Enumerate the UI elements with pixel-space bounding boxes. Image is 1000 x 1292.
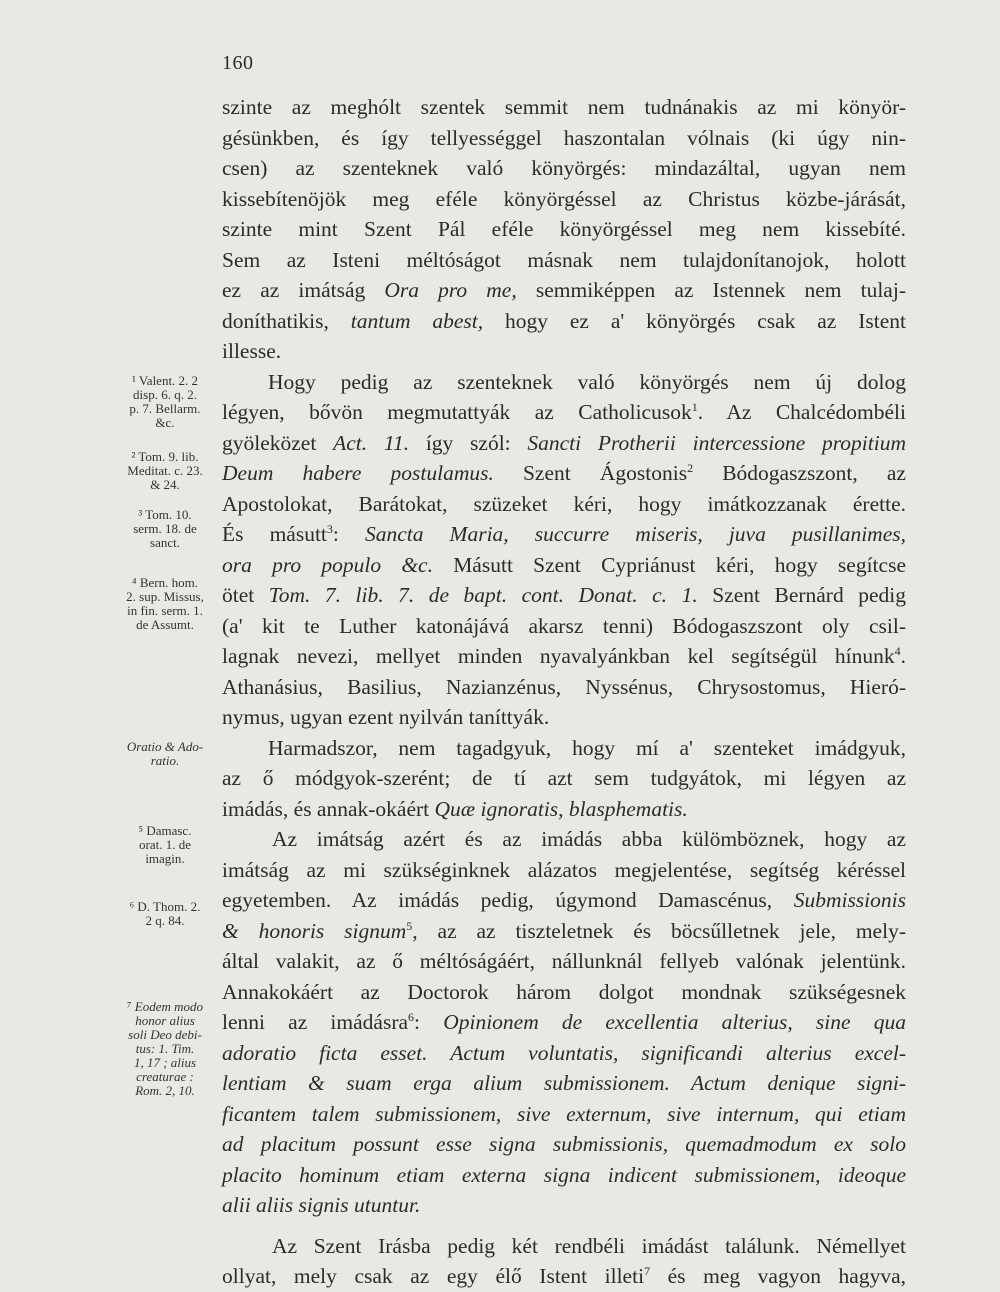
text-line: [222, 428, 906, 459]
margin-note-line: serm. 18. de: [133, 521, 197, 536]
text-line: [222, 641, 906, 672]
latin-quote: tantum abest,: [350, 308, 484, 333]
text-line: [222, 458, 906, 489]
margin-note: [108, 450, 222, 492]
line-text: csen) az szenteknek való könyörgés: mindazáltal, ugyan nem: [222, 156, 906, 180]
line-text: légyen, bővön megmutattyák az Catholicusok: [222, 400, 692, 424]
latin-quote: Deum habere postulamus.: [222, 461, 494, 485]
text-line: [222, 550, 906, 581]
text-line: [222, 1038, 906, 1069]
line-text: ötet: [222, 583, 269, 607]
text-line: [222, 397, 906, 428]
text-line: [222, 977, 906, 1008]
text-line: [222, 1068, 906, 1099]
line-text: kissebítenöjök meg eféle könyörgéssel az Christus közbe-járását,: [222, 186, 906, 211]
text-line: [222, 214, 906, 245]
text-line: [222, 184, 906, 215]
margin-note-line: ⁵ Damasc.: [138, 823, 192, 838]
margin-note: [108, 900, 222, 928]
margin-note-line: ¹ Valent. 2. 2: [131, 373, 199, 388]
line-text: Bódogaszszont, az: [693, 461, 906, 485]
line-text: imátság az mi szükséginknek alázatos megjelentése, segítség kéréssel: [222, 857, 906, 882]
text-line: [222, 153, 906, 184]
margin-note-line: ² Tom. 9. lib.: [131, 449, 199, 464]
text-line: [222, 336, 906, 367]
latin-quote: adoratio ficta esset. Actum voluntatis, significandi alterius excel-: [222, 1040, 906, 1065]
margin-note-line: soli Deo debi-: [128, 1027, 202, 1042]
line-text: és meg vagyon hagyva,: [650, 1264, 906, 1288]
latin-quote: ficantem talem submissionem, sive externum, sive internum, qui etiam: [222, 1101, 906, 1126]
margin-note-line: &c.: [155, 415, 175, 430]
line-text: imádás, és annak-okáért: [222, 796, 435, 821]
text-line: [222, 763, 906, 794]
line-text: által valakit, az ő méltóságáért, nállunknál fellyeb valónak jelentünk.: [222, 949, 906, 973]
latin-quote: Act. 11.: [333, 430, 410, 455]
footnote-ref: 4: [894, 644, 901, 658]
line-text: :: [414, 1010, 444, 1034]
text-line: [222, 275, 906, 306]
text-line: [222, 1160, 906, 1191]
page-number: 160: [222, 52, 254, 74]
line-text: . Az Chalcédombéli: [697, 400, 906, 424]
margin-note: [108, 824, 222, 866]
line-text: (a' kit te Luther katonájává akarsz tenni) Bódogaszszont oly csil-: [222, 613, 906, 638]
line-text: Másutt Szent Cypriánust kéri, hogy segítcse: [432, 552, 906, 577]
margin-note-line: orat. 1. de: [139, 837, 191, 852]
line-text: semmiképpen az Istennek nem tulaj-: [516, 278, 906, 302]
latin-quote: & honoris signum: [222, 918, 407, 943]
line-text: szinte az meghólt szentek semmit nem tudnánakis az mi könyör-: [222, 95, 906, 119]
latin-quote: ora pro populo &c.: [222, 552, 433, 577]
margin-note: [108, 740, 222, 768]
line-text: így szól:: [409, 430, 528, 455]
text-line: [222, 733, 906, 764]
body-text: [222, 92, 906, 1292]
margin-note-line: 1, 17 ; alius: [133, 1055, 197, 1070]
margin-note-line: 2. sup. Missus,: [126, 589, 204, 604]
text-line: [222, 885, 906, 916]
margin-note: [108, 508, 222, 550]
line-text: nymus, ugyan ezent nyilván taníttyák.: [222, 705, 550, 729]
footnote-ref: 1: [691, 400, 698, 414]
text-line: [222, 794, 906, 825]
text-line: [222, 1261, 906, 1292]
footnote-ref: 6: [408, 1010, 415, 1024]
line-text: Az Szent Irásba pedig két rendbéli imádást találunk. Némellyet: [272, 1233, 906, 1258]
latin-quote: Sancti Protherii intercessione propitium: [527, 430, 906, 455]
margin-note-line: tus: 1. Tim.: [135, 1041, 195, 1056]
margin-note-line: ⁴ Bern. hom.: [132, 575, 198, 590]
text-line: [222, 855, 906, 886]
margin-note-line: & 24.: [150, 477, 180, 492]
margin-note-line: 2 q. 84.: [145, 913, 185, 928]
latin-quote: alii aliis signis utuntur.: [222, 1193, 421, 1217]
margin-note-line: imagin.: [145, 851, 185, 866]
latin-quote: ad placitum possunt esse signa submissionis, quemadmodum ex solo: [222, 1132, 906, 1156]
footnote-ref: 2: [687, 461, 694, 475]
line-text: ollyat, mely csak az egy élő Istent illeti: [222, 1264, 645, 1288]
footnote-ref: 5: [406, 918, 413, 933]
line-text: Szent Ágostonis: [493, 461, 688, 485]
text-line: [222, 824, 906, 855]
text-line: [222, 245, 906, 276]
latin-quote: placito hominum etiam externa signa indicent submissionem, ideoque: [222, 1162, 906, 1187]
margin-note-line: ⁶ D. Thom. 2.: [129, 899, 201, 914]
latin-quote: Sancta Maria, succurre miseris, juva pusillanimes,: [364, 522, 906, 546]
line-text: És másutt: [222, 522, 327, 546]
line-text: Apostolokat, Barátokat, szüzeket kéri, hogy imátkozzanak érette.: [222, 491, 906, 516]
margin-note-line: ratio.: [150, 753, 180, 768]
text-line: [222, 580, 906, 611]
line-text: :: [332, 522, 365, 546]
text-line: [222, 1231, 906, 1262]
line-text: illesse.: [222, 339, 282, 363]
footnote-ref: 7: [644, 1264, 651, 1278]
line-text: .: [900, 644, 906, 668]
text-line: [222, 611, 906, 642]
latin-quote: lentiam & suam erga alium submissionem. Actum denique signi-: [222, 1071, 906, 1095]
text-line: [222, 946, 906, 977]
line-text: , az az tiszteletnek és böcsűlletnek jele, mely-: [412, 918, 906, 943]
margin-note-line: ⁷ Eodem modo: [126, 999, 203, 1014]
margin-note: [108, 1000, 222, 1098]
text-line: [222, 489, 906, 520]
footnote-ref: 3: [326, 522, 333, 536]
margin-note-line: in fin. serm. 1.: [127, 603, 203, 618]
margin-note: [108, 374, 222, 430]
margin-note-line: disp. 6. q. 2.: [133, 387, 197, 402]
line-text: ez az imátság: [222, 278, 385, 302]
text-line: [222, 1007, 906, 1038]
text-line: [222, 672, 906, 703]
line-text: egyetemben. Az imádás pedig, úgymond Damascénus,: [222, 888, 794, 912]
margin-note-line: de Assumt.: [136, 617, 194, 632]
text-line: [222, 1099, 906, 1130]
margin-note-line: sanct.: [150, 535, 180, 550]
line-text: gésünkben, és így tellyességgel haszontalan vólnais (ki úgy nin-: [222, 125, 906, 150]
text-line: [222, 1129, 906, 1160]
text-line: [222, 123, 906, 154]
latin-quote: Submissionis: [793, 888, 906, 912]
line-text: Sem az Isteni méltóságot másnak nem tulajdonítanojok, holott: [222, 247, 906, 272]
margin-note-line: ³ Tom. 10.: [138, 507, 192, 522]
line-text: Hogy pedig az szenteknek való könyörgés nem új dolog: [268, 369, 906, 394]
text-line: [222, 519, 906, 550]
margin-note-line: creaturae :: [136, 1069, 194, 1084]
latin-quote: Opinionem de excellentia alterius, sine qua: [443, 1010, 906, 1034]
text-line: [222, 1190, 906, 1221]
text-line: [222, 702, 906, 733]
margin-note-line: p. 7. Bellarm.: [129, 401, 201, 416]
latin-quote: Tom. 7. lib. 7. de bapt. cont. Donat. c. 1.: [268, 583, 698, 607]
margin-note-line: Meditat. c. 23.: [127, 463, 203, 478]
latin-quote: Ora pro me,: [384, 278, 517, 302]
line-text: Annakokáért az Doctorok három dolgot mondnak szükségesnek: [222, 979, 906, 1004]
line-text: szinte mint Szent Pál eféle könyörgéssel meg nem kissebíté.: [222, 217, 906, 241]
margin-note: [108, 576, 222, 632]
line-text: Harmadszor, nem tagadgyuk, hogy mí a' szenteket imádgyuk,: [268, 735, 906, 760]
margin-note-line: Oratio & Ado-: [126, 739, 204, 754]
text-line: [222, 367, 906, 398]
text-line: [222, 916, 906, 947]
margin-note-line: Rom. 2, 10.: [135, 1083, 195, 1098]
margin-note-line: honor alius: [135, 1013, 195, 1028]
line-text: Az imátság azért és az imádás abba külömböznek, hogy az: [272, 827, 906, 851]
line-text: Athanásius, Basilius, Nazianzénus, Nyssénus, Chrysostomus, Hieró-: [222, 674, 906, 699]
line-text: lagnak nevezi, mellyet minden nyavalyánkban kel segítségül hínunk: [222, 644, 895, 668]
line-text: Szent Bernárd pedig: [697, 583, 906, 607]
line-text: doníthatikis,: [222, 308, 351, 333]
latin-quote: Quæ ignoratis, blasphematis.: [434, 796, 688, 821]
text-line: [222, 306, 906, 337]
line-text: hogy ez a' könyörgés csak az Istent: [483, 308, 906, 333]
line-text: az ő módgyok-szerént; de tí azt sem tudgyátok, mi légyen az: [222, 766, 906, 790]
line-text: lenni az imádásra: [222, 1010, 409, 1034]
text-line: [222, 92, 906, 123]
line-text: gyöleközet: [222, 430, 334, 455]
paragraph-gap: [222, 1221, 906, 1231]
